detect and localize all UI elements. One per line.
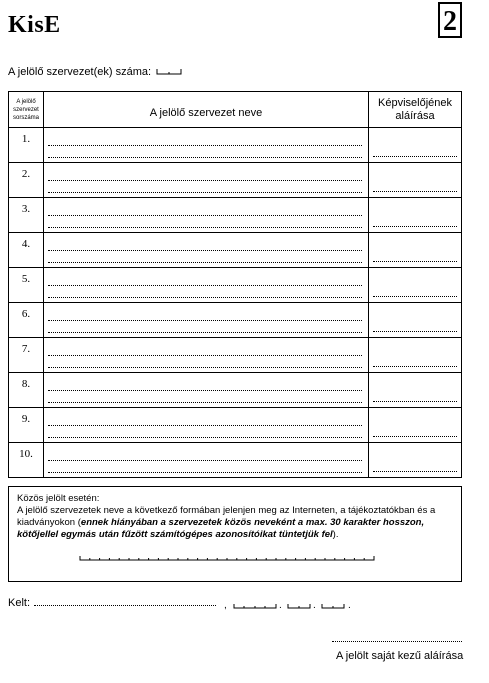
organization-name-field[interactable] xyxy=(44,303,369,338)
column-header-signature: Képviselőjének aláírása xyxy=(369,92,462,128)
form-title: KisE xyxy=(8,12,61,38)
date-label: Kelt: xyxy=(8,597,31,609)
signature-line[interactable] xyxy=(332,641,462,642)
joint-name-character-field[interactable] xyxy=(79,553,375,561)
dotted-line xyxy=(48,192,362,193)
dotted-line xyxy=(48,320,362,321)
signature-label: A jelölt saját kezű aláírása xyxy=(336,650,464,662)
column-header-number: A jelölő szervezet sorszáma xyxy=(9,92,44,128)
character-cells xyxy=(80,556,374,560)
representative-signature-field[interactable] xyxy=(369,233,462,268)
representative-signature-field[interactable] xyxy=(369,163,462,198)
table-row xyxy=(9,303,462,338)
dotted-line xyxy=(48,297,362,298)
row-number xyxy=(9,408,44,443)
table-row xyxy=(9,443,462,478)
row-number-text: 4. xyxy=(21,238,31,250)
dotted-line xyxy=(48,262,362,263)
joint-candidate-box xyxy=(8,486,462,582)
representative-signature-field[interactable] xyxy=(369,128,462,163)
representative-signature-field[interactable] xyxy=(369,443,462,478)
dotted-line xyxy=(48,227,362,228)
organization-name-field[interactable] xyxy=(44,373,369,408)
svg-text:.: . xyxy=(279,600,282,610)
svg-text:,: , xyxy=(224,600,227,610)
table-row xyxy=(9,233,462,268)
dotted-line xyxy=(373,296,457,297)
joint-heading: Közös jelölt esetén: xyxy=(17,493,100,504)
row-number-text: 3. xyxy=(21,203,31,215)
dotted-line xyxy=(48,402,362,403)
dotted-line xyxy=(48,332,362,333)
joint-text-normal: A jelölő szervezetek neve a következő formában jelenjen meg az Interneten, a tájékoztatókban és a kiadványokon ( xyxy=(17,505,436,528)
row-number-text: 8. xyxy=(21,378,31,390)
table-row xyxy=(9,373,462,408)
dotted-line xyxy=(373,191,457,192)
dotted-line xyxy=(48,215,362,216)
row-number-text: 7. xyxy=(21,343,31,355)
table-body xyxy=(9,128,462,478)
organization-count-field[interactable] xyxy=(156,66,182,76)
representative-signature-field[interactable] xyxy=(369,268,462,303)
row-number-text: 5. xyxy=(21,273,31,285)
dotted-line xyxy=(48,425,362,426)
dotted-line xyxy=(48,157,362,158)
organization-count-label: A jelölő szervezet(ek) száma: xyxy=(8,66,152,78)
dotted-line xyxy=(48,180,362,181)
organization-name-field[interactable] xyxy=(44,198,369,233)
dotted-line xyxy=(373,331,457,332)
table-row xyxy=(9,408,462,443)
table-row xyxy=(9,128,462,163)
row-number-text: 9. xyxy=(21,413,31,425)
joint-instructions xyxy=(17,505,453,541)
organization-name-field[interactable] xyxy=(44,338,369,373)
dotted-line xyxy=(373,156,457,157)
row-number xyxy=(9,198,44,233)
row-number xyxy=(9,373,44,408)
joint-text-end: ). xyxy=(332,529,339,540)
representative-signature-field[interactable] xyxy=(369,373,462,408)
representative-signature-field[interactable] xyxy=(369,408,462,443)
dotted-line xyxy=(48,145,362,146)
organization-name-field[interactable] xyxy=(44,443,369,478)
dotted-line xyxy=(48,367,362,368)
dotted-line xyxy=(373,261,457,262)
row-number xyxy=(9,268,44,303)
row-number-text: 1. xyxy=(21,133,31,145)
row-number-text: 2. xyxy=(21,168,31,180)
table-row xyxy=(9,163,462,198)
row-number xyxy=(9,128,44,163)
table-row xyxy=(9,198,462,233)
dotted-line xyxy=(373,366,457,367)
dotted-line xyxy=(48,472,362,473)
svg-text:.: . xyxy=(313,600,316,610)
row-number xyxy=(9,163,44,198)
dotted-line xyxy=(373,401,457,402)
table-row xyxy=(9,338,462,373)
page-number-box: 2 xyxy=(438,2,462,38)
organization-name-field[interactable] xyxy=(44,408,369,443)
representative-signature-field[interactable] xyxy=(369,338,462,373)
representative-signature-field[interactable] xyxy=(369,303,462,338)
representative-signature-field[interactable] xyxy=(369,198,462,233)
organization-name-field[interactable] xyxy=(44,268,369,303)
dotted-line xyxy=(373,226,457,227)
row-number-text: 6. xyxy=(21,308,31,320)
table-row xyxy=(9,268,462,303)
date-field[interactable] xyxy=(222,598,362,610)
joint-text-emphasis: ennek hiányában a szervezetek közös neveként a max. 30 karakter hosszon, kötőjellel egymás után fűzött számítógépes azonosítóikat tüntetjük fel xyxy=(17,517,425,540)
dotted-line xyxy=(48,355,362,356)
dotted-line xyxy=(373,436,457,437)
row-number xyxy=(9,233,44,268)
row-number xyxy=(9,303,44,338)
svg-text:.: . xyxy=(348,600,351,610)
row-number xyxy=(9,443,44,478)
place-field[interactable] xyxy=(34,605,216,606)
row-number xyxy=(9,338,44,373)
dotted-line xyxy=(48,285,362,286)
dotted-line xyxy=(373,471,457,472)
dotted-line xyxy=(48,460,362,461)
column-header-name xyxy=(44,92,369,128)
dotted-line xyxy=(48,437,362,438)
dotted-line xyxy=(48,390,362,391)
row-number-text: 10. xyxy=(19,448,33,460)
nominating-organizations-table xyxy=(8,91,462,478)
organization-name-field[interactable] xyxy=(44,233,369,268)
organization-name-field[interactable] xyxy=(44,128,369,163)
dotted-line xyxy=(48,250,362,251)
column-header-name-text: A jelölő szervezet neve xyxy=(149,106,263,119)
organization-name-field[interactable] xyxy=(44,163,369,198)
